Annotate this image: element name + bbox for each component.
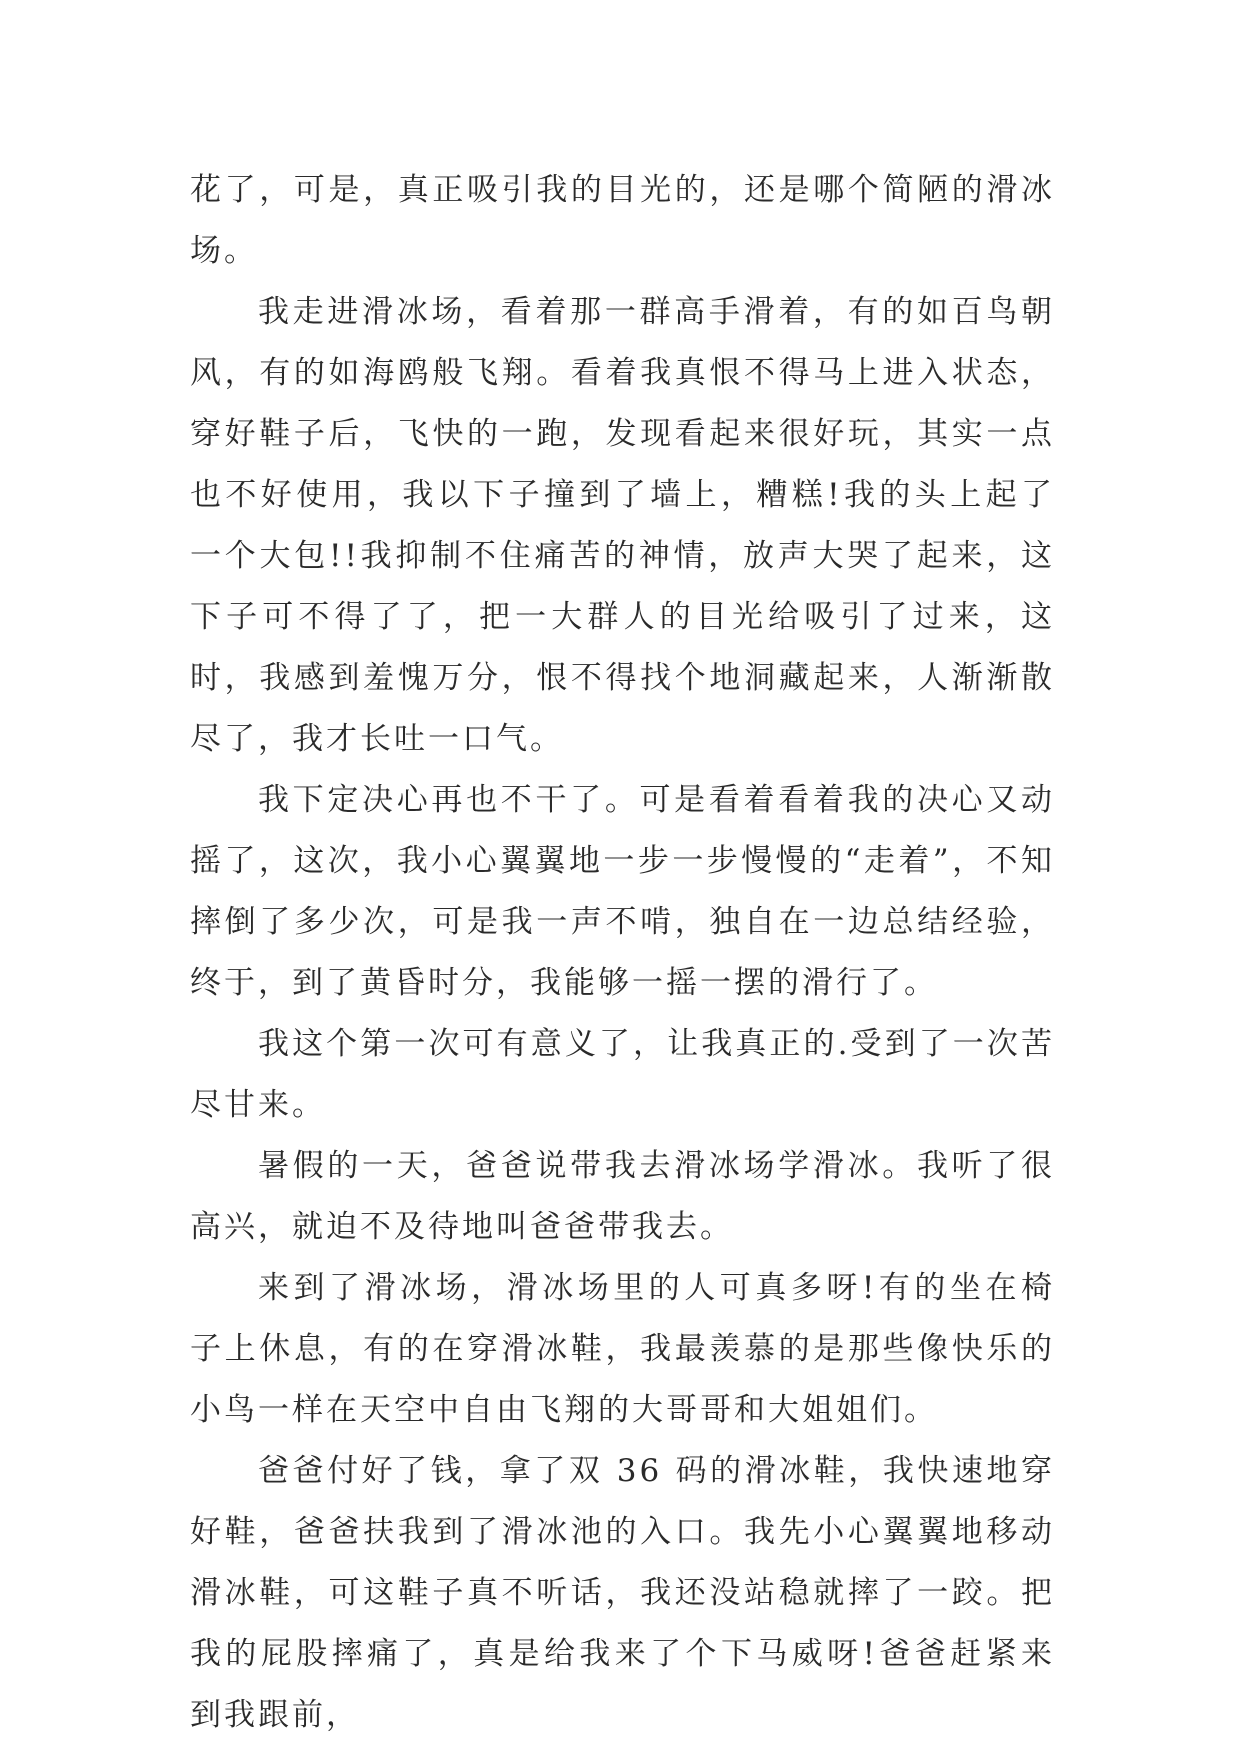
paragraph-6: 来到了滑冰场，滑冰场里的人可真多呀!有的坐在椅子上休息，有的在穿滑冰鞋，我最羡慕的是那些像快乐的小鸟一样在天空中自由飞翔的大哥哥和大姐姐们。 [190,1270,1055,1428]
document-body [190,160,1055,1746]
paragraph-2: 我走进滑冰场，看着那一群高手滑着，有的如百鸟朝风，有的如海鸥般飞翔。看着我真恨不得马上进入状态，穿好鞋子后，飞快的一跑，发现看起来很好玩，其实一点也不好使用，我以下子撞到了墙上，糟糕!我的头上起了一个大包!!我抑制不住痛苦的神情，放声大哭了起来，这下子可不得了了，把一大群人的目光给吸引了过来，这时，我感到羞愧万分，恨不得找个地洞藏起来，人渐渐散尽了，我才长吐一口气。 [190,294,1055,757]
paragraph-4: 我这个第一次可有意义了，让我真正的.受到了一次苦尽甘来。 [190,1026,1055,1123]
paragraph-3: 我下定决心再也不干了。可是看着看着我的决心又动摇了，这次，我小心翼翼地一步一步慢慢的“走着”，不知摔倒了多少次，可是我一声不啃，独自在一边总结经验，终于，到了黄昏时分，我能够一摇一摆的滑行了。 [190,782,1055,1001]
paragraph-5: 暑假的一天，爸爸说带我去滑冰场学滑冰。我听了很高兴，就迫不及待地叫爸爸带我去。 [190,1148,1055,1245]
paragraph-7: 爸爸付好了钱，拿了双 36 码的滑冰鞋，我快速地穿好鞋，爸爸扶我到了滑冰池的入口。我先小心翼翼地移动滑冰鞋，可这鞋子真不听话，我还没站稳就摔了一跤。把我的屁股摔痛了，真是给我来了个下马威呀!爸爸赶紧来到我跟前， [190,1453,1055,1733]
paragraph-1: 花了，可是，真正吸引我的目光的，还是哪个简陋的滑冰场。 [190,172,1055,269]
